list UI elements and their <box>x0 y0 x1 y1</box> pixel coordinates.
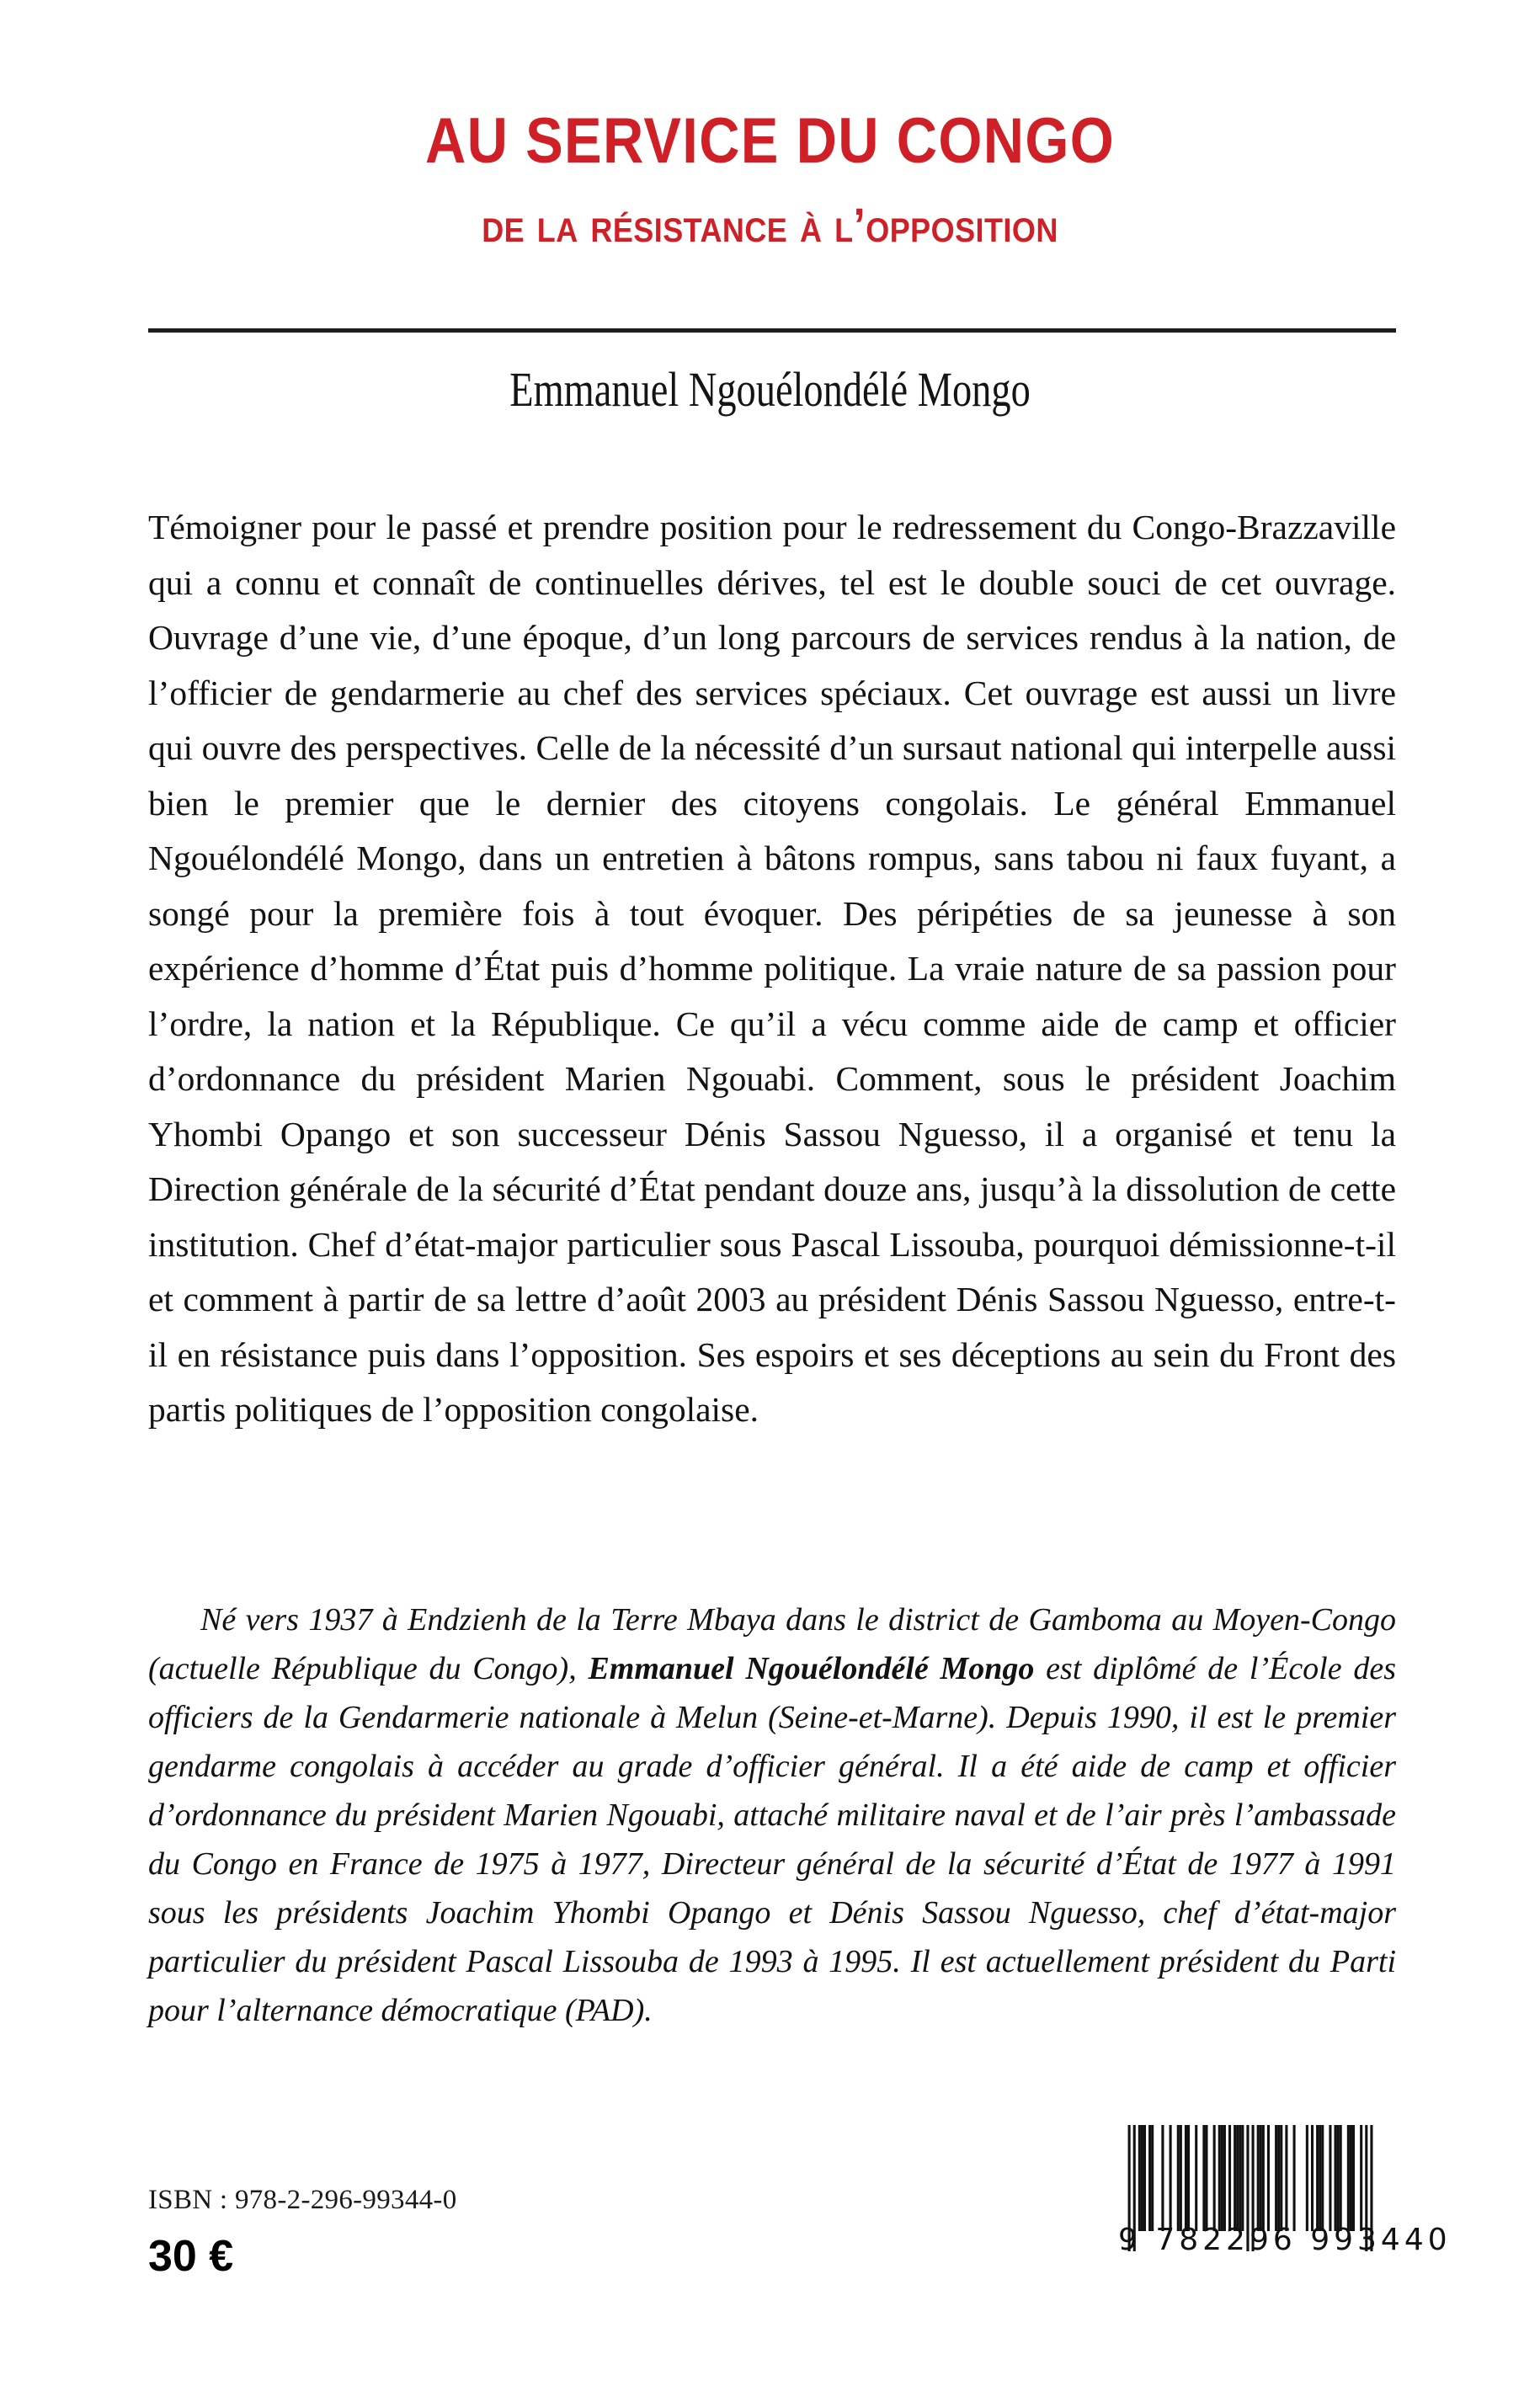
back-cover-blurb: Témoigner pour le passé et prendre position pour le redressement du Congo-Brazzaville qui a connu et connaît de continuelles dérives, tel est le double souci de cet ouvrage. Ouvrage d’une vie, d’une époque, d’un long parcours de services rendus à la nation, de l’officier de gendarmerie au chef des services spéciaux. Cet ouvrage est aussi un livre qui ouvre des perspectives. Celle de la nécessité d’un sursaut national qui interpelle aussi bien le premier que le dernier des citoyens congolais. Le général Emmanuel Ngouélondélé Mongo, dans un entretien à bâtons rompus, sans tabou ni faux fuyant, a songé pour la première fois à tout évoquer. Des péripéties de sa jeunesse à son expérience d’homme d’État puis d’homme politique. La vraie nature de sa passion pour l’ordre, la nation et la République. Ce qu’il a vécu comme aide de camp et officier d’ordonnance du président Marien Ngouabi. Comment, sous le président Joachim Yhombi Opango et son successeur Dénis Sassou Nguesso, il a organisé et tenu la Direction générale de la sécurité d’État pendant douze ans, jusqu’à la dissolution de cette institution. Chef d’état-major particulier sous Pascal Lissouba, pourquoi démissionne-t-il et comment à partir de sa lettre d’août 2003 au président Dénis Sassou Nguesso, entre-t-il en résistance puis dans l’opposition. Ses espoirs et ses déceptions au sein du Front des partis politiques de l’opposition congolaise. <box>148 508 1396 1429</box>
author-name: Emmanuel Ngouélondélé Mongo <box>509 362 1031 417</box>
barcode-digits: 9 782296 993440 <box>1118 2223 1452 2257</box>
isbn-text: ISBN : 978-2-296-99344-0 <box>148 2185 457 2215</box>
author-biography <box>148 1595 1396 2035</box>
barcode <box>1105 2125 1452 2257</box>
page-title: AU SERVICE DU CONGO <box>424 105 1116 177</box>
bio-author-name: Emmanuel Ngouélondélé Mongo <box>588 1651 1035 1686</box>
price-text: 30 € <box>148 2232 234 2281</box>
bio-part-two: est diplômé de l’École des officiers de la Gendarmerie nationale à Melun (Seine-et-Marne). Depuis 1990, il est le premier gendarme congolais à accéder au grade d’officier général. Il a été aide de camp et officier d’ordonnance du président Marien Ngouabi, attaché militaire naval et de l’air près l’ambassade du Congo en France de 1975 à 1977, Directeur général de la sécurité d’État de 1977 à 1991 sous les présidents Joachim Yhombi Opango et Dénis Sassou Nguesso, chef d’état-major particulier du président Pascal Lissouba de 1993 à 1995. Il est actuellement président du Parti pour l’alternance démocratique (PAD). <box>148 1651 1397 2028</box>
title-block <box>0 105 1540 253</box>
horizontal-rule-divider <box>148 328 1396 333</box>
bio-part-one: Né vers 1937 à Endzienh de la Terre Mbaya dans le district de Gamboma au Moyen-Congo (actuelle République du Congo), <box>148 1602 1396 1686</box>
page-subtitle: de la résistance à l’opposition <box>482 199 1058 253</box>
